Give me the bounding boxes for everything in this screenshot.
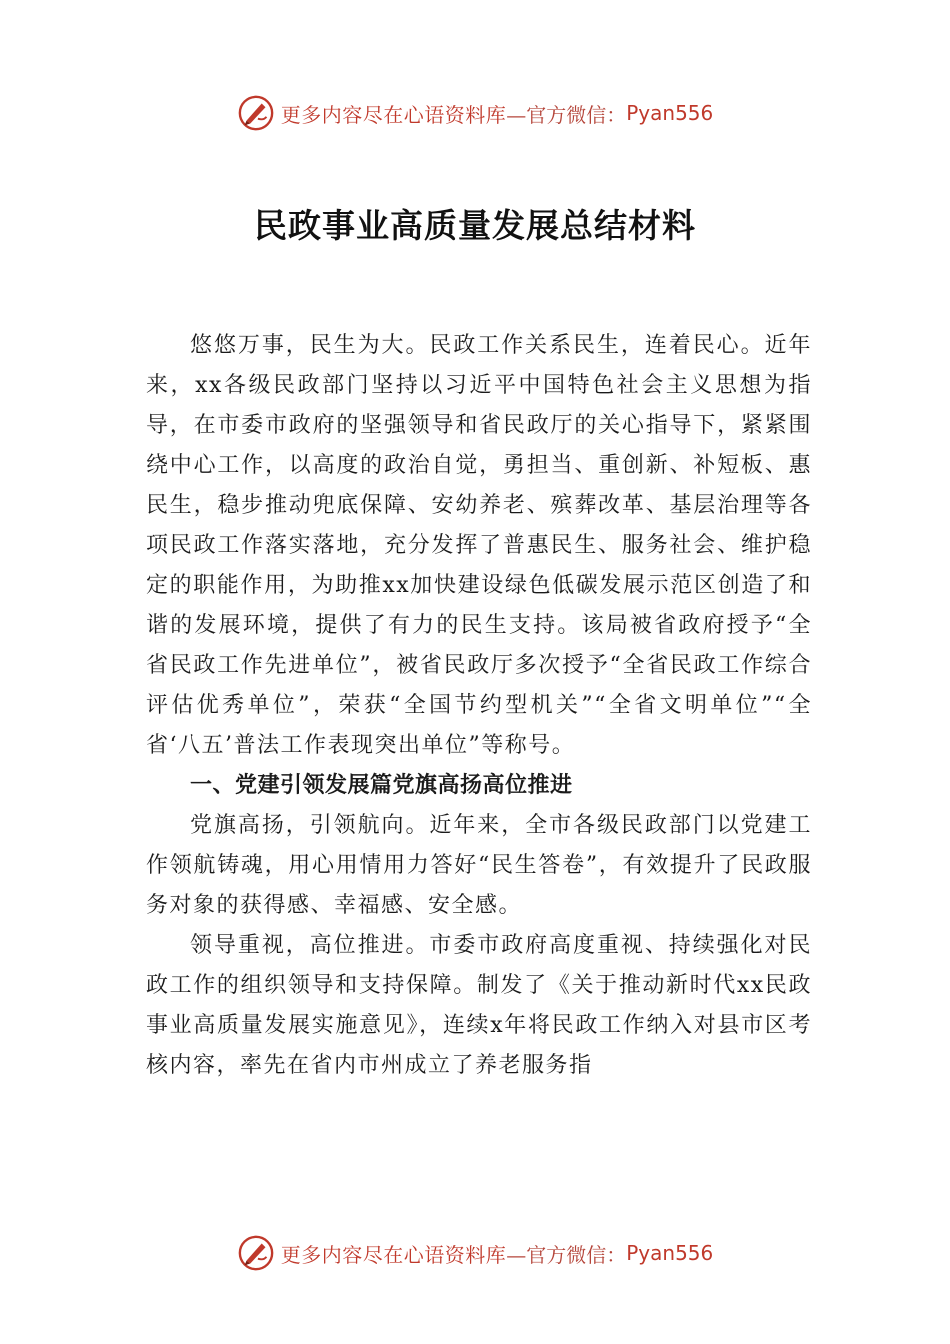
- intro-paragraph: 悠悠万事，民生为大。民政工作关系民生，连着民心。近年来，xx各级民政部门坚持以习近平中国特色社会主义思想为指导，在市委市政府的坚强领导和省民政厅的关心指导下，紧紧围绕中心工作，以高度的政治自觉，勇担当、重创新、补短板、惠民生，稳步推动兜底保障、安幼养老、殡葬改革、基层治理等各项民政工作落实落地，充分发挥了普惠民生、服务社会、维护稳定的职能作用，为助推xx加快建设绿色低碳发展示范区创造了和谐的发展环境，提供了有力的民生支持。该局被省政府授予“全省民政工作先进单位”，被省民政厅多次授予“全省民政工作综合评估优秀单位”，荣获“全国节约型机关”“全省文明单位”“全省‘八五’普法工作表现突出单位”等称号。: [146, 333, 812, 758]
- banner-slogan: 更多内容尽在心语资料库: [280, 102, 507, 127]
- pen-logo-icon: [237, 94, 275, 132]
- banner-wechat-label: —官方微信：: [506, 102, 627, 127]
- pen-logo-icon: [237, 1234, 275, 1272]
- banner-wechat-label: —官方微信：: [506, 1242, 627, 1267]
- document-body: [146, 326, 812, 1086]
- header-banner: [0, 88, 950, 138]
- section-heading: 一、党建引领发展篇党旗高扬高位推进: [190, 773, 573, 798]
- section-paragraph: 领导重视，高位推进。市委市政府高度重视、持续强化对民政工作的组织领导和支持保障。制发了《关于推动新时代xx民政事业高质量发展实施意见》，连续x年将民政工作纳入对县市区考核内容，率先在省内市州成立了养老服务指: [146, 933, 812, 1078]
- banner-wechat-id: Pyan556: [626, 101, 714, 125]
- document-title: 民政事业高质量发展总结材料: [254, 206, 696, 245]
- banner-slogan: 更多内容尽在心语资料库: [280, 1242, 507, 1267]
- section-paragraph: 党旗高扬，引领航向。近年来，全市各级民政部门以党建工作领航铸魂，用心用情用力答好“民生答卷”，有效提升了民政服务对象的获得感、幸福感、安全感。: [146, 813, 812, 918]
- footer-banner: [0, 1228, 950, 1278]
- banner-wechat-id: Pyan556: [626, 1241, 714, 1265]
